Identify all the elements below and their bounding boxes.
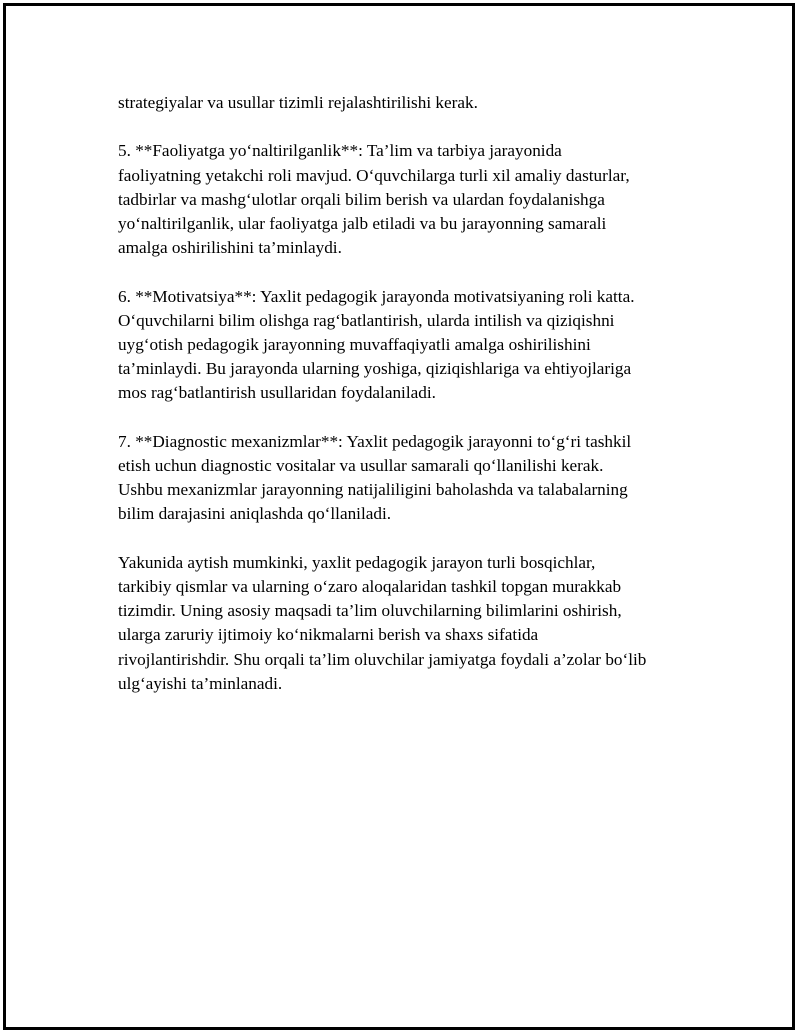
- text-line: ta’minlaydi. Bu jarayonda ularning yoshiga, qiziqishlariga va ehtiyojlariga: [118, 359, 632, 379]
- text-line: O‘quvchilarni bilim olishga rag‘batlantirish, ularda intilish va qiziqishni: [118, 310, 615, 330]
- text-line: 5. **Faoliyatga yo‘naltirilganlik**: Ta’lim va tarbiya jarayonida: [118, 141, 562, 161]
- text-line: tizimdir. Uning asosiy maqsadi ta’lim oluvchilarning bilimlarini oshirish,: [118, 601, 622, 621]
- text-line: strategiyalar va usullar tizimli rejalashtirilishi kerak.: [118, 93, 478, 112]
- paragraph-item-6: [118, 285, 698, 406]
- text-line: amalga oshirilishini ta’minlaydi.: [118, 238, 342, 258]
- text-line: ulg‘ayishi ta’minlanadi.: [118, 673, 283, 693]
- text-line: rivojlantirishdir. Shu orqali ta’lim oluvchilar jamiyatga foydali a’zolar bo‘lib: [118, 649, 647, 669]
- text-line: 6. **Motivatsiya**: Yaxlit pedagogik jarayonda motivatsiyaning roli katta.: [118, 286, 635, 306]
- paragraph-item-5: [118, 139, 698, 260]
- text-line: bilim darajasini aniqlashda qo‘llaniladi.: [118, 504, 392, 524]
- text-line: ularga zaruriy ijtimoiy ko‘nikmalarni berish va shaxs sifatida: [118, 625, 539, 645]
- paragraph-conclusion: [118, 551, 698, 696]
- text-line: tadbirlar va mashg‘ulotlar orqali bilim berish va ulardan foydalanishga: [118, 189, 605, 209]
- text-line: yo‘naltirilganlik, ular faoliyatga jalb etiladi va bu jarayonning samarali: [118, 214, 607, 233]
- document-body: [118, 91, 698, 720]
- text-line: Ushbu mexanizmlar jarayonning natijaliligini baholashda va talabalarning: [118, 480, 628, 500]
- text-line: faoliyatning yetakchi roli mavjud. O‘quvchilarga turli xil amaliy dasturlar,: [118, 165, 630, 185]
- text-line: uyg‘otish pedagogik jarayonning muvaffaqiyatli amalga oshirilishini: [118, 335, 591, 354]
- text-line: Yakunida aytish mumkinki, yaxlit pedagogik jarayon turli bosqichlar,: [118, 552, 596, 572]
- text-line: 7. **Diagnostic mexanizmlar**: Yaxlit pedagogik jarayonni to‘g‘ri tashkil: [118, 431, 632, 451]
- text-line: tarkibiy qismlar va ularning o‘zaro aloqalaridan tashkil topgan murakkab: [118, 577, 622, 596]
- text-line: etish uchun diagnostic vositalar va usullar samarali qo‘llanilishi kerak.: [118, 456, 604, 475]
- paragraph-continuation: [118, 91, 698, 115]
- text-line: mos rag‘batlantirish usullaridan foydalaniladi.: [118, 383, 436, 403]
- paragraph-item-7: [118, 430, 698, 527]
